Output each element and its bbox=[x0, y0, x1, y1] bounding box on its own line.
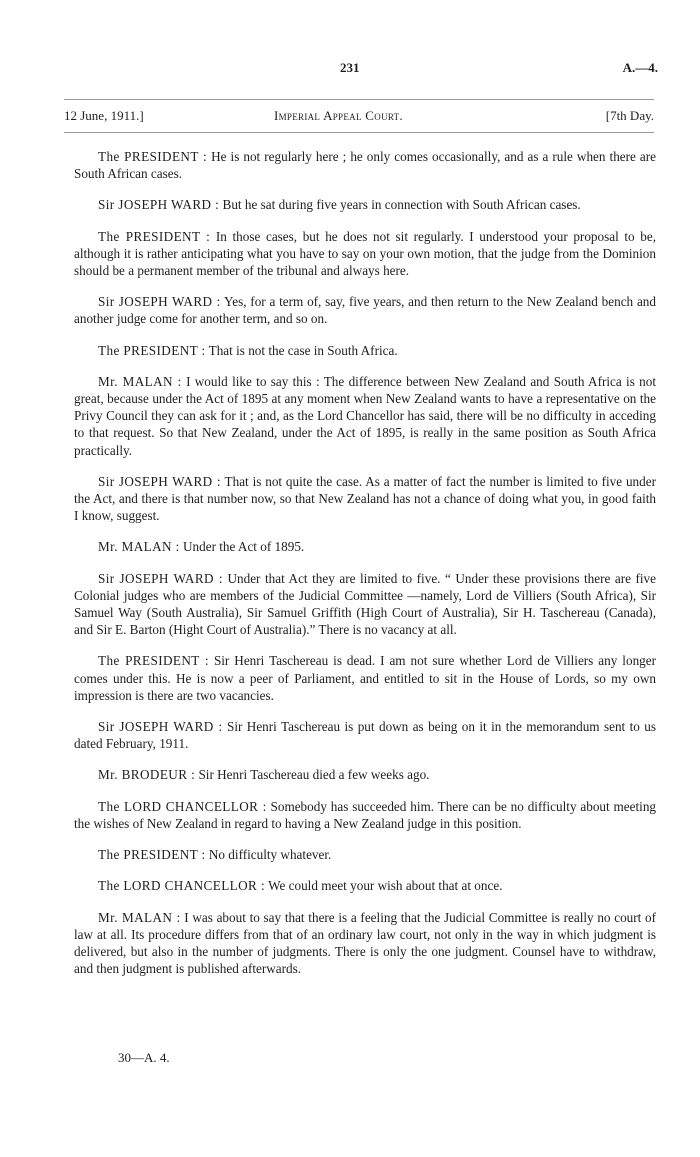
speaker-name: Sir JOSEPH WARD : bbox=[98, 294, 221, 310]
page-number: 231 bbox=[340, 60, 360, 75]
speech-text: Under that Act they are limited to five. “ Under these provisions there are five Colonial judges who are members of the Judicial Committee —namely, Lord de Villiers (South Africa), Sir Samuel Way (South Australia), Sir Samuel Griffith (High Court of Australia), Sir H. Taschereau (Canada), and Sir E. Barton (Hight Court of Australia).” There is no vacancy at all. bbox=[74, 570, 656, 638]
transcript-paragraph bbox=[74, 570, 656, 639]
speaker-name: Mr. MALAN : bbox=[98, 909, 181, 925]
transcript-body bbox=[74, 148, 656, 991]
speaker-name: Mr. MALAN : bbox=[98, 373, 182, 389]
top-line bbox=[0, 60, 700, 80]
speaker-name: The PRESIDENT : bbox=[98, 847, 206, 863]
transcript-paragraph bbox=[74, 909, 656, 978]
speech-text: Sir Henri Taschereau is put down as being on it in the memorandum sent to us dated February, 1911. bbox=[74, 719, 656, 752]
header-title: Imperial Appeal Court. bbox=[274, 108, 403, 123]
speech-text: Sir Henri Taschereau died a few weeks ago. bbox=[198, 767, 430, 783]
header-bottom-rule bbox=[64, 132, 654, 133]
speech-text: That is not quite the case. As a matter of fact the number is limited to five under the Act, and there is that number now, so that New Zealand has not a chance of doing what you, in good faith I know, suggest. bbox=[74, 473, 656, 524]
speech-text: Yes, for a term of, say, five years, and then return to the New Zealand bench and another judge come for another term, and so on. bbox=[74, 294, 656, 327]
transcript-paragraph bbox=[74, 293, 656, 327]
transcript-paragraph bbox=[74, 196, 656, 213]
running-header bbox=[64, 108, 654, 128]
transcript-paragraph bbox=[74, 538, 656, 555]
speech-text: Somebody has succeeded him. There can be no difficulty about meeting the wishes of New Zealand in regard to having a New Zealand judge in this position. bbox=[74, 798, 657, 831]
transcript-paragraph bbox=[74, 798, 656, 832]
sheet-reference: 30—A. 4. bbox=[118, 1050, 170, 1065]
speech-text: He is not regularly here ; he only comes occasionally, and as a rule when there are South African cases. bbox=[74, 149, 657, 182]
speaker-name: Sir JOSEPH WARD : bbox=[98, 719, 223, 735]
speech-text: I would like to say this : The difference between New Zealand and South Africa is not great, because under the Act of 1895 at any moment when New Zealand wants to have a representative on the Privy Council they can ask for it ; and, as the Lord Chancellor has said, there will be no difficulty in acceding to that request. So that New Zealand, under the Act of 1895, is really in the same position as South Africa practically. bbox=[74, 373, 657, 458]
speaker-name: The LORD CHANCELLOR : bbox=[98, 798, 267, 814]
speech-text: I was about to say that there is a feeling that the Judicial Committee is really no court of law at all. Its procedure differs from that of an ordinary law court, not only in the way in which judgment is delivered, but also in the number of judgments. There is only the one judgment. Counsel have to withdraw, and then judgment is published afterwards. bbox=[74, 909, 657, 977]
transcript-paragraph bbox=[74, 718, 656, 752]
speech-text: Sir Henri Taschereau is dead. I am not sure whether Lord de Villiers any longer comes under this. He is now a peer of Parliament, and entitled to sit in the House of Lords, so my own impression is there are two vacancies. bbox=[74, 653, 656, 703]
transcript-paragraph bbox=[74, 766, 656, 783]
speaker-name: The LORD CHANCELLOR : bbox=[98, 878, 266, 894]
document-reference: A.—4. bbox=[622, 60, 658, 75]
speaker-name: Sir JOSEPH WARD : bbox=[98, 570, 223, 586]
speaker-name: Mr. MALAN : bbox=[98, 539, 180, 555]
transcript-paragraph bbox=[74, 877, 656, 894]
speech-text: In those cases, but he does not sit regularly. I understood your proposal to be, although it is rather anticipating what you have to say on your own motion, that the judge from the Dominion should be a permanent member of the tribunal and always here. bbox=[74, 228, 657, 279]
transcript-paragraph bbox=[74, 652, 656, 704]
header-top-rule bbox=[64, 99, 654, 100]
speech-text: We could meet your wish about that at once. bbox=[268, 878, 503, 894]
speaker-name: The PRESIDENT : bbox=[98, 228, 211, 244]
transcript-paragraph bbox=[74, 148, 656, 182]
speech-text: But he sat during five years in connection with South African cases. bbox=[222, 197, 581, 213]
header-date: 12 June, 1911.] bbox=[64, 108, 144, 123]
speaker-name: Sir JOSEPH WARD : bbox=[98, 197, 220, 213]
transcript-paragraph bbox=[74, 342, 656, 359]
speech-text: No difficulty whatever. bbox=[208, 847, 332, 863]
transcript-paragraph bbox=[74, 373, 656, 459]
speech-text: Under the Act of 1895. bbox=[183, 539, 305, 555]
speaker-name: Mr. BRODEUR : bbox=[98, 767, 196, 783]
speaker-name: The PRESIDENT : bbox=[98, 149, 208, 164]
header-day: [7th Day. bbox=[605, 108, 654, 123]
speaker-name: The PRESIDENT : bbox=[98, 342, 206, 358]
transcript-paragraph bbox=[74, 228, 656, 280]
transcript-paragraph bbox=[74, 473, 656, 525]
speaker-name: The PRESIDENT : bbox=[98, 653, 209, 669]
transcript-paragraph bbox=[74, 846, 656, 863]
speech-text: That is not the case in South Africa. bbox=[208, 342, 398, 358]
speaker-name: Sir JOSEPH WARD : bbox=[98, 473, 221, 489]
